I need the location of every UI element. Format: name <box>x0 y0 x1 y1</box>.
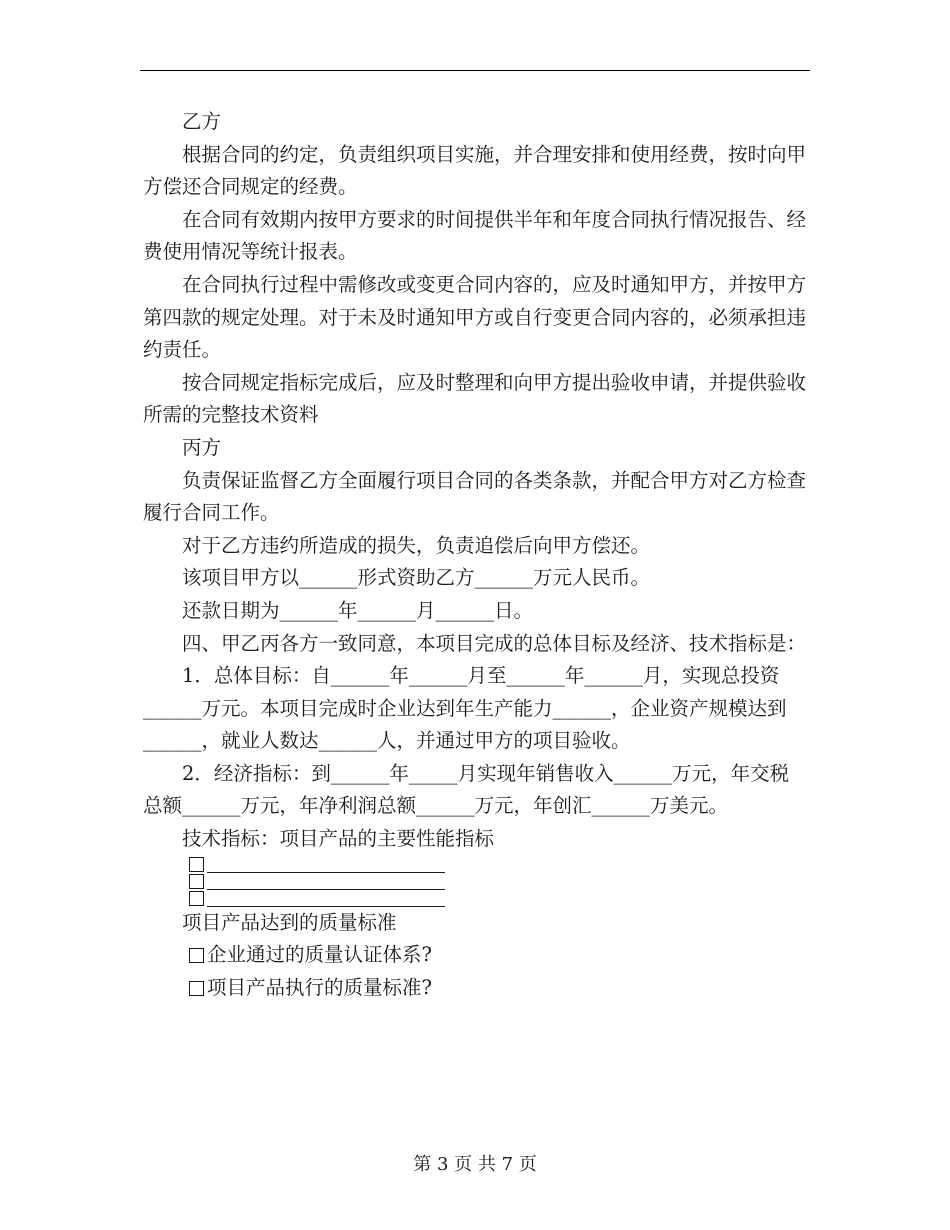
checkbox-icon[interactable] <box>189 874 204 889</box>
tech-indicator-blank[interactable] <box>189 856 808 873</box>
blank-line <box>207 889 445 890</box>
funding-line: 该项目甲方以______形式资助乙方______万元人民币。 <box>182 566 651 590</box>
page-number-footer: 第 3 页 共 7 页 <box>413 1154 537 1175</box>
checkbox-icon[interactable] <box>189 857 204 872</box>
economic-indicators-paragraph: 2．经济指标：到______年_____月实现年销售收入______万元，年交税总额______万元，年净利润总额______万元，年创汇______万美元。 <box>143 761 790 818</box>
checkbox-icon[interactable] <box>189 891 204 906</box>
checkbox-icon[interactable] <box>189 981 204 996</box>
paragraph: 负责保证监督乙方全面履行项目合同的各类条款，并配合甲方对乙方检查履行合同工作。 <box>143 468 807 525</box>
header-rule <box>140 70 810 71</box>
tech-indicators-heading: 技术指标：项目产品的主要性能指标 <box>182 827 495 851</box>
tech-indicator-blank[interactable] <box>189 890 808 907</box>
paragraph: 按合同规定指标完成后，应及时整理和向甲方提出验收申请，并提供验收所需的完整技术资料 <box>143 370 807 427</box>
option-label: 项目产品执行的质量标准? <box>207 975 432 999</box>
overall-goal-paragraph: 1．总体目标：自______年______月至______年______月，实现总投资______万元。本项目完成时企业达到年生产能力______，企业资产规模达到______，就业人数达______人，并通过甲方的项目验收。 <box>143 664 787 753</box>
checkbox-icon[interactable] <box>189 948 204 963</box>
quality-option[interactable] <box>189 972 808 1005</box>
party-b-heading: 乙方 <box>182 110 222 133</box>
paragraph: 对于乙方违约所造成的损失，负责追偿后向甲方偿还。 <box>182 533 651 557</box>
party-c-heading: 丙方 <box>182 435 222 459</box>
option-label: 企业通过的质量认证体系? <box>207 943 432 967</box>
paragraph: 在合同有效期内按甲方要求的时间提供半年和年度合同执行情况报告、经费使用情况等统计报表。 <box>143 207 807 264</box>
paragraph: 根据合同的约定，负责组织项目实施，并合理安排和使用经费，按时向甲方偿还合同规定的经费。 <box>143 142 807 199</box>
section-four-heading: 四、甲乙丙各方一致同意，本项目完成的总体目标及经济、技术指标是： <box>182 631 807 655</box>
tech-indicator-blank[interactable] <box>189 873 808 890</box>
quality-standard-heading: 项目产品达到的质量标准 <box>182 910 397 934</box>
paragraph: 在合同执行过程中需修改或变更合同内容的，应及时通知甲方，并按甲方第四款的规定处理。对于未及时通知甲方或自行变更合同内容的，必须承担违约责任。 <box>143 272 807 362</box>
blank-line <box>207 872 445 873</box>
repayment-date-line: 还款日期为______年______月______日。 <box>182 598 534 622</box>
quality-option[interactable] <box>189 939 808 972</box>
document-body <box>143 106 808 1004</box>
